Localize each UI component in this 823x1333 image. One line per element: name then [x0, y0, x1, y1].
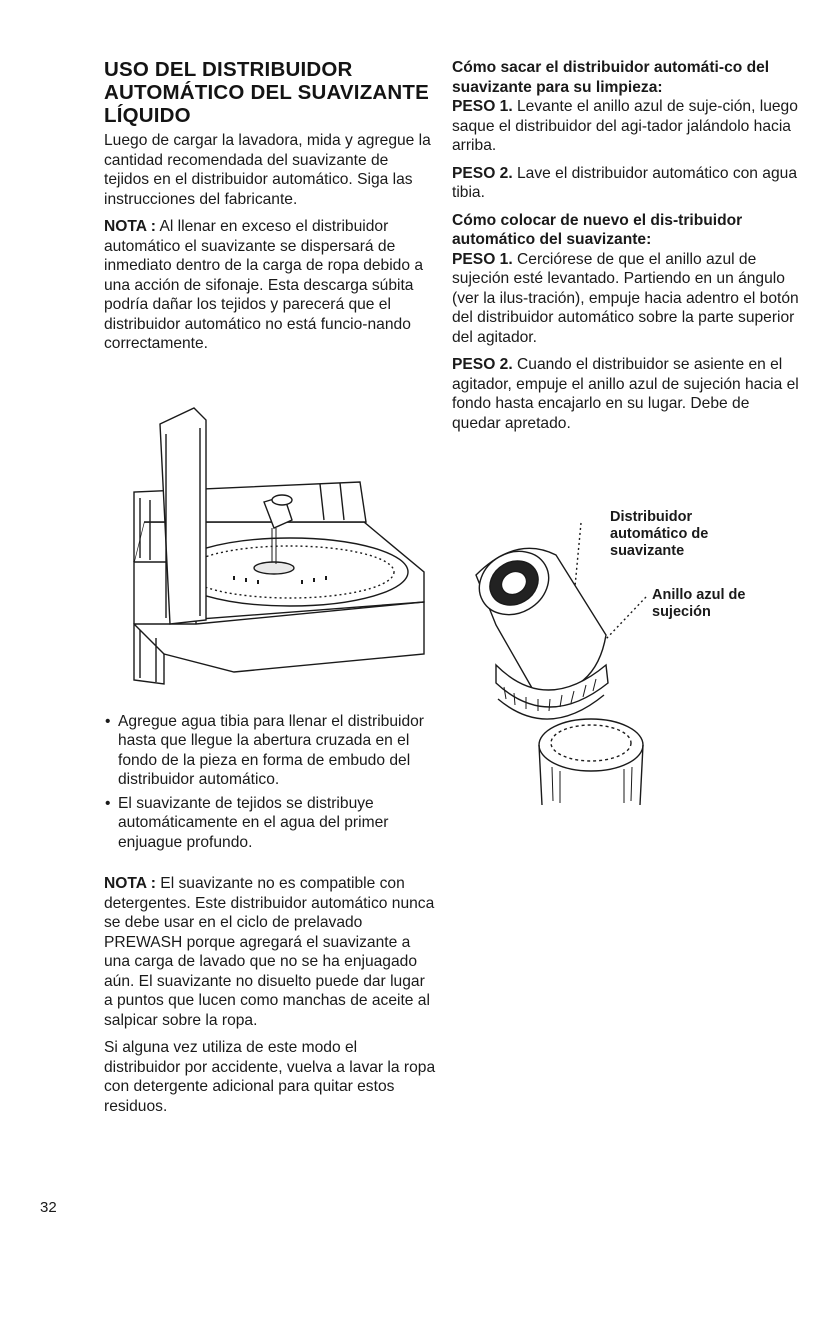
left-column — [104, 58, 436, 1124]
replace-step-2: PESO 2. Cuando el distribuidor se asiente en el agitador, empuje el anillo azul de sujeción hacia el fondo hasta encajarlo en su lugar. Debe de quedar apretado. — [452, 356, 799, 432]
list-item: • Agregue agua tibia para llenar el distribuidor hasta que llegue la abertura cruzada en el fondo de la pieza en forma de embudo del distribuidor automático. — [105, 712, 425, 788]
dispenser-figure — [456, 505, 806, 805]
list-item: • El suavizante de tejidos se distribuye automáticamente en el agua del primer enjuague profundo. — [105, 794, 389, 851]
intro-paragraph: Luego de cargar la lavadora, mida y agregue la cantidad recomendada del suavizante de tejidos en el distribuidor automático. Siga las instrucciones del fabricante. — [104, 132, 431, 208]
closing-paragraph: Si alguna vez utiliza de este modo el distribuidor por accidente, vuelva a lavar la ropa con detergente adicional para quitar estos residuos. — [104, 1039, 436, 1115]
remove-heading: Cómo sacar el distribuidor automáti-co del suavizante para su limpieza: — [452, 59, 770, 96]
note-paragraph-1: NOTA : Al llenar en exceso el distribuidor automático el suavizante se dispersará de inmediato dentro de la carga de ropa debido a una acción de sifonaje. Esta descarga súbita podría dañar los tejidos y parecerá que el distribuidor automático no está funcio-nando correctamente. — [104, 218, 424, 352]
replace-step-1: PESO 1. Cerciórese de que el anillo azul de sujeción esté levantado. Partiendo en un ángulo (ver la ilus-tración), empuje hacia adentro el botón del distribuidor automático sobre la parte superior del agitador. — [452, 250, 799, 346]
note-label: NOTA : — [104, 218, 156, 235]
washer-illustration — [104, 362, 436, 692]
page-number: 32 — [40, 1199, 57, 1216]
replace-heading: Cómo colocar de nuevo el dis-tribuidor automático del suavizante: — [452, 211, 743, 248]
note-label: NOTA : — [104, 875, 156, 892]
callout-ring: Anillo azul de sujeción — [652, 587, 746, 620]
bullet-list — [104, 712, 436, 853]
note-paragraph-2: NOTA : El suavizante no es compatible con detergentes. Este distribuidor automático nunca se debe usar en el ciclo de prelavado PREWASH porque agregará el suavizante a una carga de lavado que no se ha enjuagado aún. El suavizante no disuelto puede dar lugar a puntos que lucen como manchas de aceite al salpicar sobre la ropa. — [104, 875, 435, 1029]
remove-step-1: PESO 1. Levante el anillo azul de suje-ción, luego saque el distribuidor del agi-tador jalándolo hacia arriba. — [452, 98, 798, 154]
right-column — [452, 58, 800, 441]
section-heading: USO DEL DISTRIBUIDOR AUTOMÁTICO DEL SUAVIZANTE LÍQUIDO — [104, 58, 430, 127]
callout-dispenser: Distribuidor automático de suavizante — [610, 509, 709, 559]
remove-step-2: PESO 2. Lave el distribuidor automático con agua tibia. — [452, 164, 797, 201]
